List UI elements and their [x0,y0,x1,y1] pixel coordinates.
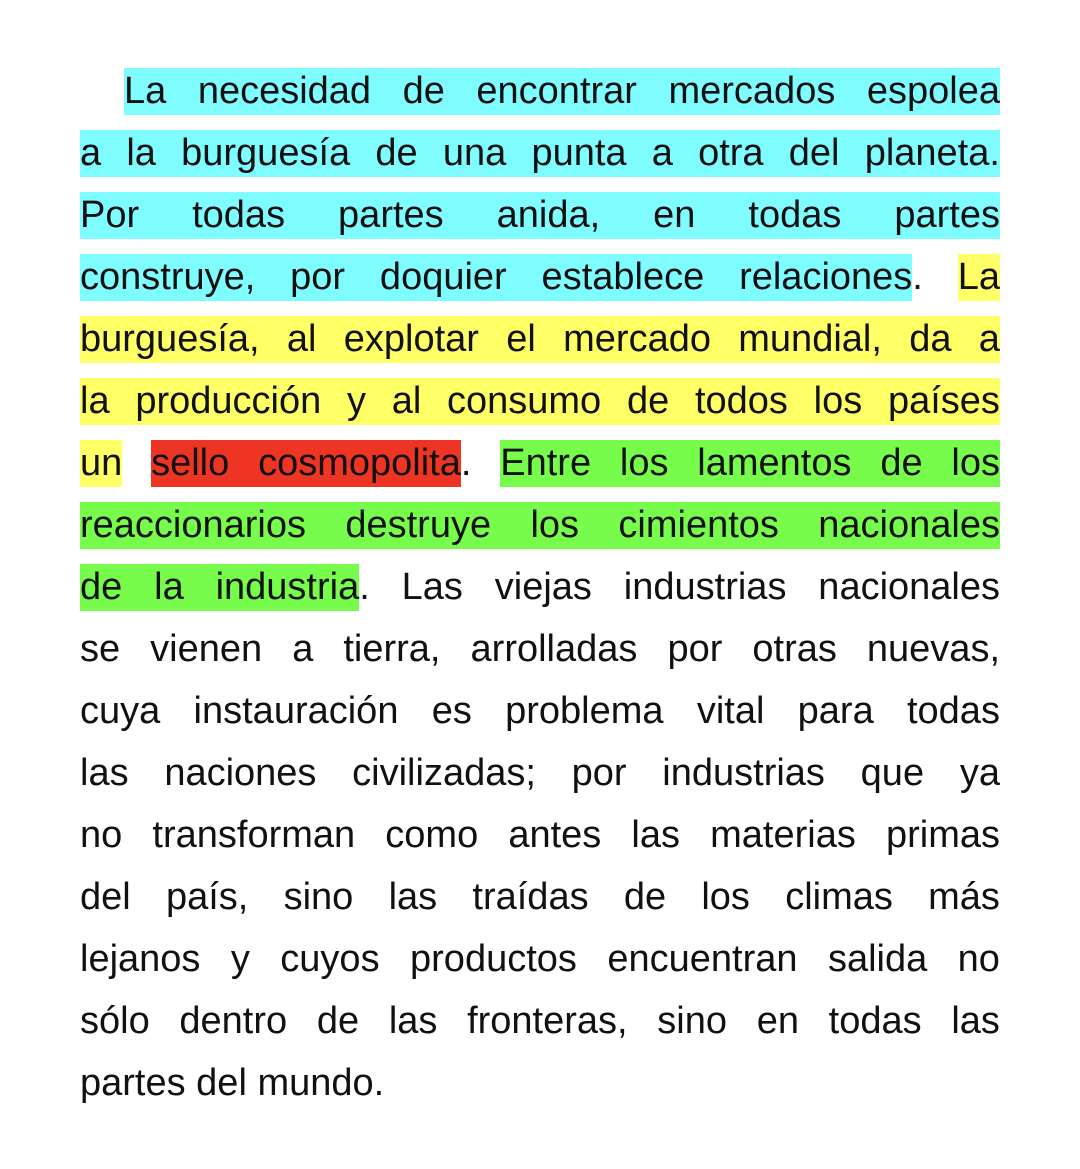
text-line [80,308,1000,370]
word: dentro [179,999,288,1042]
word: todas [748,193,842,236]
highlighted-segment-green: de la industria [80,564,359,611]
word: en [653,193,696,236]
word: países [887,379,1000,422]
word: civilizadas; [352,751,536,794]
word: reaccionarios [80,503,306,546]
word: la [80,379,110,422]
word: punta [531,131,627,174]
word: sólo [80,999,150,1042]
text-segment: . [912,255,958,298]
document-page [80,60,1000,1114]
word: necesidad [197,69,372,112]
word: nuevas, [866,627,1000,670]
word: del [788,131,840,174]
word: las [80,751,129,794]
text-line [80,804,1000,866]
text-segment [80,626,1000,673]
text-segment [80,874,1000,921]
word: La [124,69,167,112]
word: otras [752,627,837,670]
word: otra [698,131,764,174]
word: los [813,379,863,422]
word: da [909,317,952,360]
word: vienen [150,627,263,670]
word: mercados [668,69,836,112]
highlighted-segment-yellow: un [80,440,122,487]
word: los [701,875,750,918]
text-line [80,680,1000,742]
word: sino [283,875,354,918]
word: encontrar [476,69,637,112]
word: las [388,875,438,918]
word: una [442,131,507,174]
word: es [431,689,472,732]
word: y [230,937,250,980]
word: transforman [152,813,356,856]
word: cimientos [618,503,779,546]
word: y [346,379,366,422]
word: las [631,813,680,856]
word: burguesía, [80,317,260,360]
word: partes [338,193,444,236]
highlighted-segment-red: sello cosmopolita [151,440,461,487]
word: de [375,131,418,174]
word: país, [165,875,249,918]
text-segment [80,688,1000,735]
text-line [80,1052,1000,1114]
highlighted-segment-green: Entre los lamentos de los [500,440,1000,487]
word: mundial, [738,317,882,360]
highlighted-segment-yellow: La [958,254,1000,301]
word: lejanos [80,937,201,980]
highlighted-paragraph [80,60,1000,1114]
word: materias [710,813,856,856]
word: para [797,689,874,732]
word: por [571,751,627,794]
word: tierra, [343,627,441,670]
highlighted-segment-cyan: construye, por doquier establece relaciones [80,254,912,301]
text-segment: partes del mundo. [80,1061,385,1104]
highlighted-segment-yellow [80,316,1000,363]
word: naciones [164,751,317,794]
text-line [80,990,1000,1052]
highlighted-segment-green [80,502,1000,549]
word: que [860,751,925,794]
word: Por [80,193,140,236]
text-segment: . Las viejas industrias nacionales [359,565,1000,608]
text-line [80,866,1000,928]
highlighted-segment-yellow [80,378,1000,425]
word: partes [894,193,1000,236]
word: del [80,875,131,918]
word: planeta. [864,131,1000,174]
word: fronteras, [467,999,628,1042]
text-segment [80,812,1000,859]
word: en [756,999,799,1042]
word: vital [696,689,765,732]
word: de [402,69,445,112]
text-line [80,184,1000,246]
text-line [80,742,1000,804]
word: por [667,627,723,670]
word: a [292,627,314,670]
word: salida [827,937,928,980]
word: productos [410,937,577,980]
word: se [80,627,121,670]
word: a [978,317,1000,360]
word: destruye [345,503,492,546]
word: las [388,999,438,1042]
word: antes [508,813,602,856]
word: climas [785,875,893,918]
word: al [286,317,317,360]
word: producción [135,379,322,422]
word: de [316,999,360,1042]
word: mercado [563,317,711,360]
word: sino [657,999,728,1042]
word: cuya [80,689,161,732]
word: todas [192,193,286,236]
word: consumo [447,379,602,422]
word: cuyos [280,937,380,980]
text-line [80,60,1000,122]
word: primas [885,813,1000,856]
text-line [80,246,1000,308]
word: anida, [496,193,601,236]
word: ya [959,751,1000,794]
highlighted-segment-cyan [124,68,1000,115]
word: instauración [193,689,399,732]
text-segment [80,936,1000,983]
highlighted-segment-cyan [80,130,1000,177]
text-line [80,494,1000,556]
text-line [80,556,1000,618]
word: nacionales [818,503,1000,546]
word: el [506,317,536,360]
text-line [80,432,1000,494]
word: al [391,379,422,422]
word: problema [505,689,664,732]
text-line [80,122,1000,184]
word: burguesía [181,131,351,174]
word: no [957,937,1000,980]
text-segment [80,750,1000,797]
word: arrolladas [470,627,638,670]
word: las [951,999,1000,1042]
highlighted-segment-cyan [80,192,1000,239]
word: espolea [866,69,1000,112]
text-segment [122,440,151,487]
text-segment [80,998,1000,1045]
word: de [626,379,670,422]
word: de [623,875,667,918]
word: más [928,875,1000,918]
word: todas [906,689,1000,732]
text-line [80,370,1000,432]
text-line [80,928,1000,990]
word: traídas [472,875,589,918]
word: a [651,131,673,174]
text-segment: . [460,441,501,484]
word: los [530,503,580,546]
word: no [80,813,123,856]
word: como [385,813,479,856]
word: explotar [343,317,479,360]
word: todos [694,379,788,422]
word: encuentran [607,937,798,980]
word: la [126,131,156,174]
word: todas [828,999,922,1042]
text-line [80,618,1000,680]
word: a [80,131,102,174]
word: industrias [662,751,825,794]
